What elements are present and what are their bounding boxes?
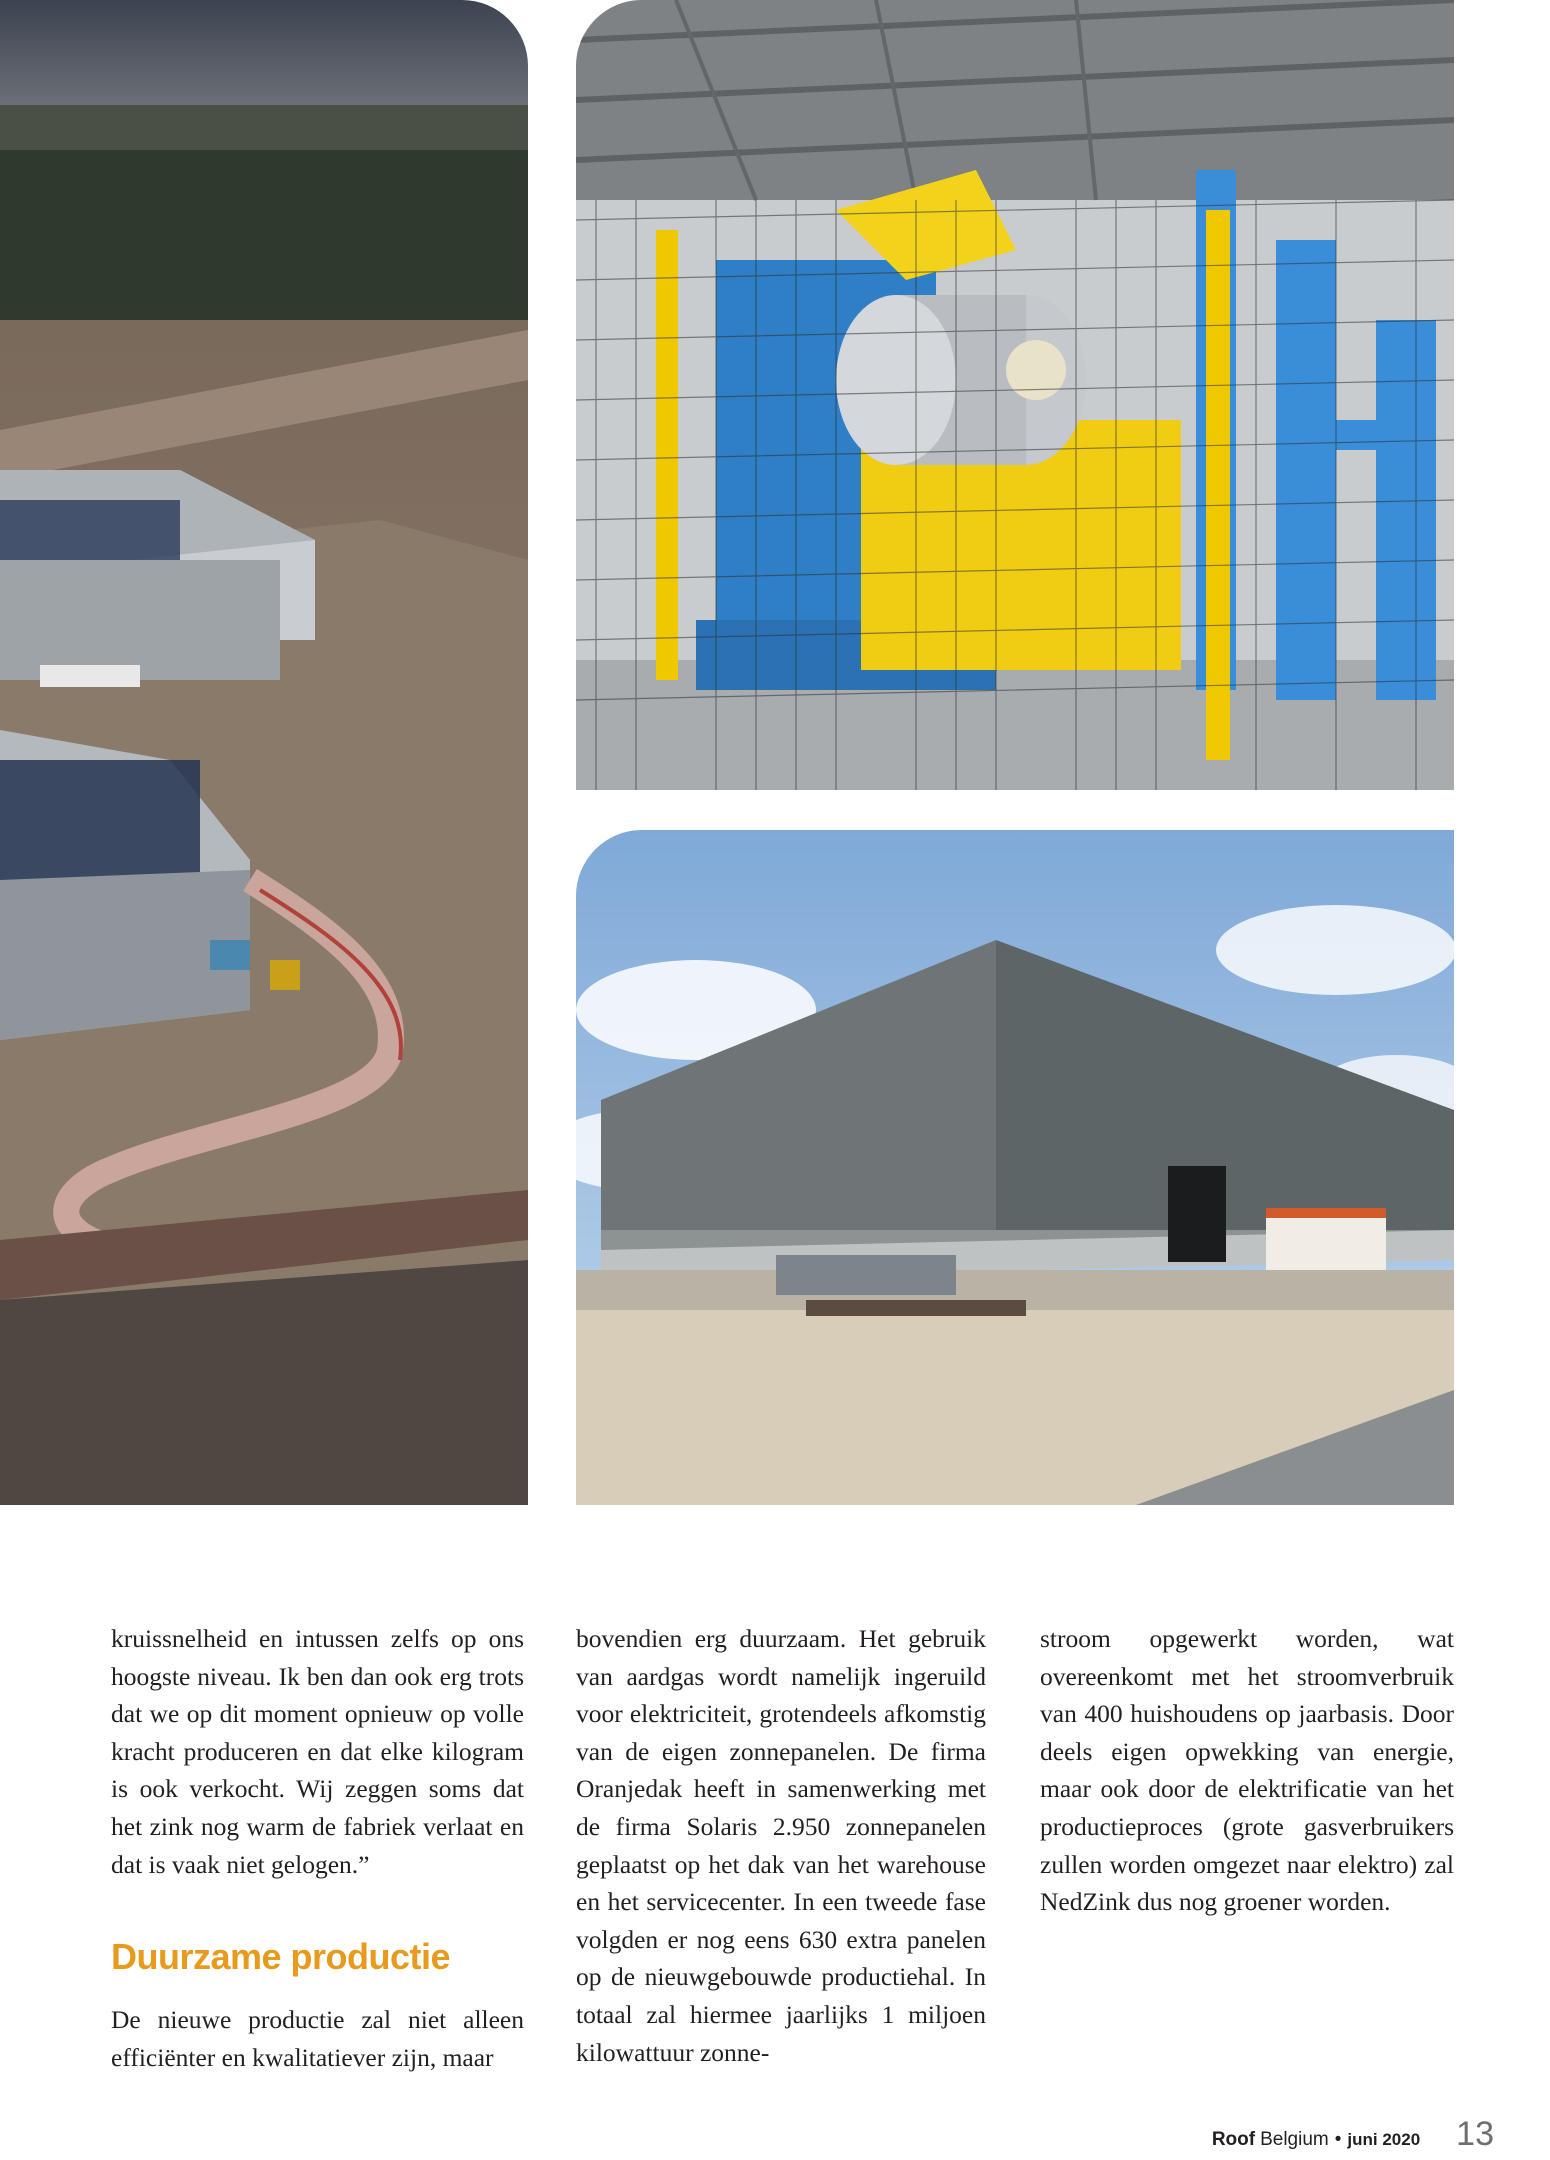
text-column-3 [1040,1620,1454,1921]
column-2-paragraph-1: bovendien erg duurzaam. Het gebruik van aardgas wordt namelijk ingeruild voor elektriciteit, grotendeels afkomstig van de eigen zonnepanelen. De firma Oranjedak heeft in samenwerking met de firma Solaris 2.950 zonnepanelen geplaatst op het dak van het warehouse en het servicecenter. In een tweede fase volgden er nog eens 630 extra panelen op de nieuwgebouwde productiehal. In totaal zal hiermee jaarlijks 1 miljoen kilowattuur zonne- [576,1624,986,2067]
aerial-site-photo [0,0,528,1505]
page-footer [1212,2115,1494,2154]
column-1-paragraph-2: De nieuwe productie zal niet alleen efficiënter en kwalitatiever zijn, maar [111,2005,524,2072]
footer-separator: • [1334,2129,1342,2150]
footer-publication: Belgium [1260,2129,1329,2150]
footer-brand: Roof [1211,2129,1256,2150]
factory-machine-photo [576,0,1454,790]
column-1-paragraph-1: kruissnelheid en intussen zelfs op ons hoogste niveau. Ik ben dan ook erg trots dat we op dit moment opnieuw op volle kracht produceren en dat elke kilogram is ook verkocht. Wij zeggen soms dat het zink nog warm de fabriek verlaat en dat is vaak niet gelogen.” [111,1624,524,1879]
page-number: 13 [1456,2115,1494,2153]
text-column-1 [111,1620,524,2076]
column-3-paragraph-1: stroom opgewerkt worden, wat overeenkomt met het stroomverbruik van 400 huishoudens op jaarbasis. Door deels eigen opwekking van energie, maar ook door de elektrificatie van het productieproces (grote gasverbruikers zullen worden omgezet naar elektro) zal NedZink dus nog groener worden. [1040,1624,1454,1917]
footer-issue: juni 2020 [1347,2130,1421,2149]
text-column-2 [576,1620,986,2071]
production-hall-photo [576,830,1454,1505]
section-heading: Duurzame productie [111,1936,451,1978]
